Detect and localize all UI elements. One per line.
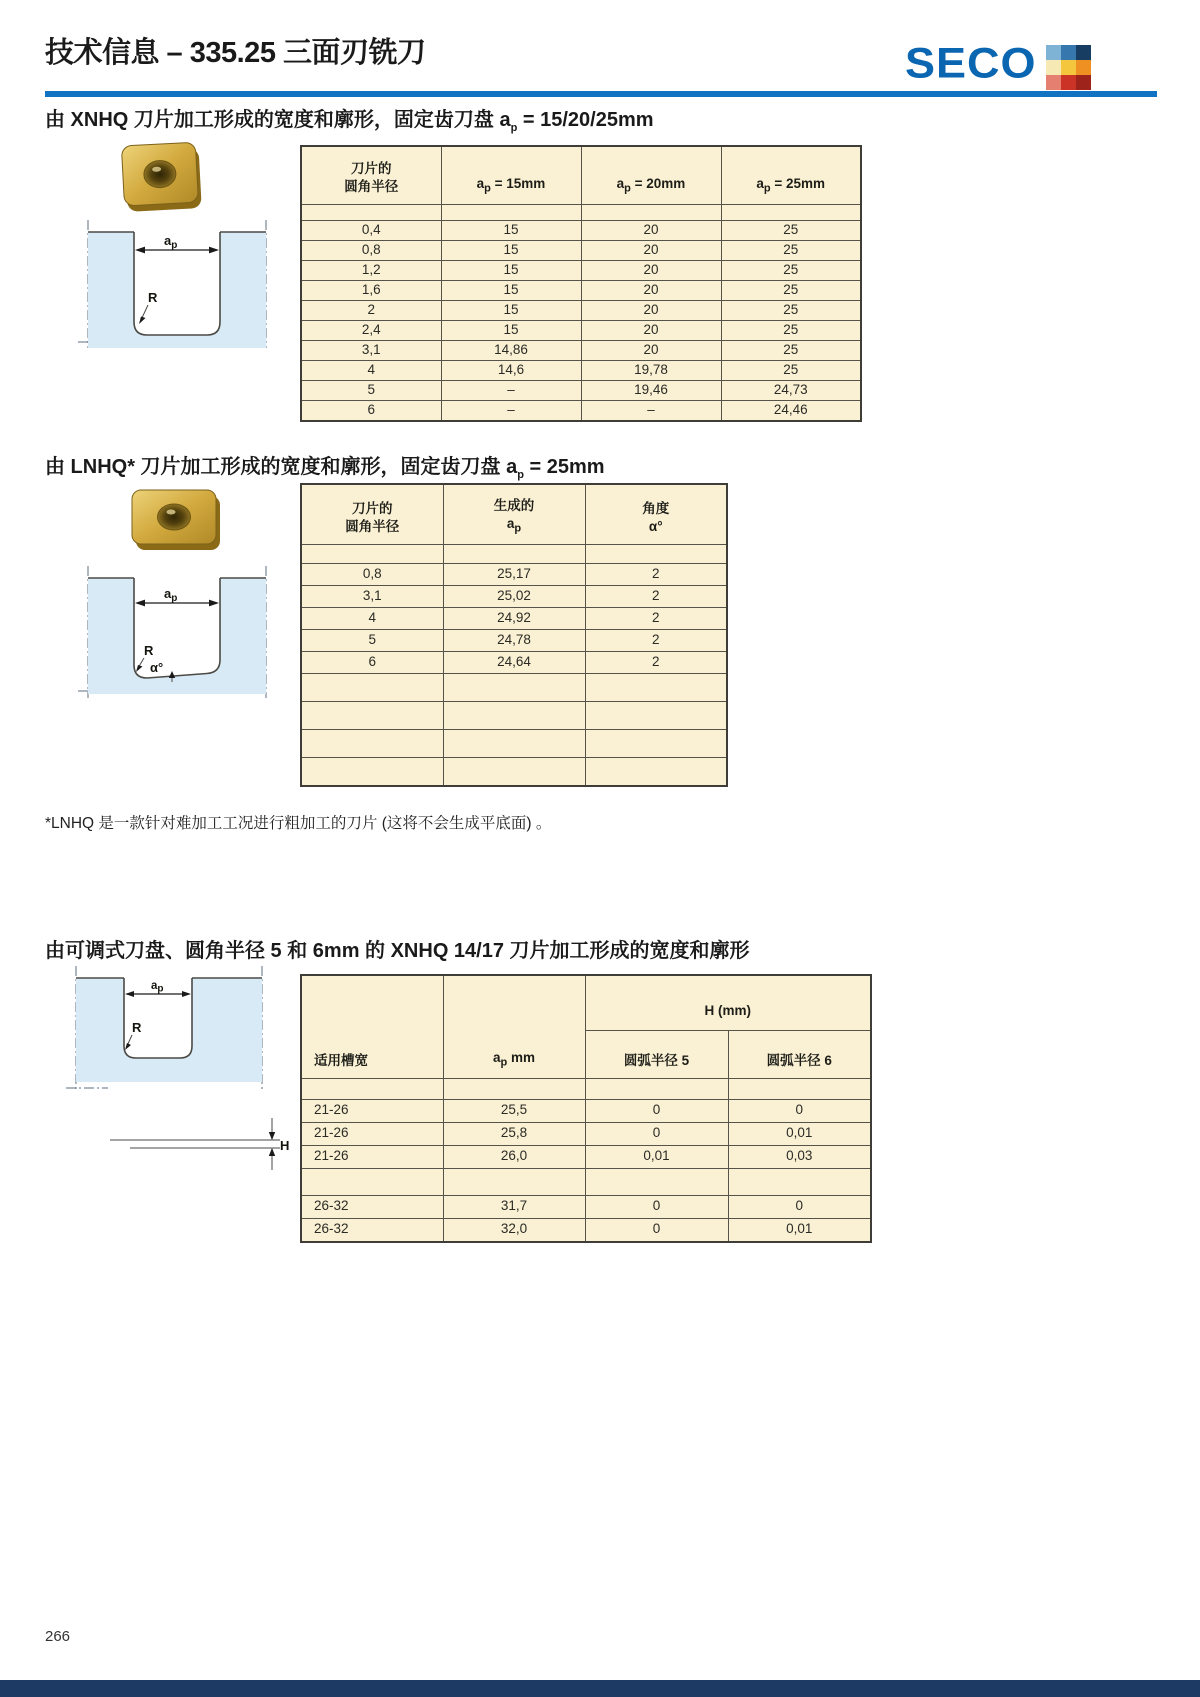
table-cell: 26-32 — [301, 1218, 443, 1242]
table-cell: 0,03 — [728, 1145, 871, 1168]
table-cell: 19,46 — [581, 380, 721, 400]
table-row — [301, 240, 861, 260]
table-cell: – — [581, 400, 721, 421]
svg-text:α°: α° — [150, 660, 164, 675]
svg-text:ap: $a_p$ — [164, 233, 178, 251]
table-row — [301, 629, 727, 651]
table-row — [301, 400, 861, 421]
col-header-corner-radius: 刀片的 圆角半径 — [301, 484, 443, 544]
h-dimension — [110, 1118, 289, 1170]
table-cell: 25 — [721, 300, 861, 320]
table-cell: 3,1 — [301, 585, 443, 607]
table-cell: 0 — [585, 1195, 728, 1218]
table-cell: 6 — [301, 400, 441, 421]
svg-text:ap: $a_p$ — [164, 586, 178, 604]
col-header-generated-ap: 生成的 $a_p$ — [443, 484, 585, 544]
empty-row — [301, 701, 727, 729]
groove-profile-diagram-adjustable — [66, 960, 296, 1180]
empty-rows — [301, 673, 727, 786]
page-title-text: 技术信息 – 335.25 三面刃铣刀 — [45, 37, 426, 69]
table-cell: 0 — [728, 1195, 871, 1218]
section3-title: 由可调式刀盘、圆角半径 5 和 6mm 的 XNHQ 14/17 刀片加工形成的宽度和廓形 — [45, 940, 750, 962]
table-cell: 15 — [441, 240, 581, 260]
groove-profile-diagram-xnhq — [78, 212, 278, 360]
table-cell: 24,46 — [721, 400, 861, 421]
svg-text:R: R — [144, 643, 154, 658]
r-label — [125, 1020, 142, 1050]
table-cell: 25 — [721, 340, 861, 360]
table-row — [301, 1195, 871, 1218]
svg-text:H: H — [280, 1138, 290, 1153]
table-cell: 6 — [301, 651, 443, 673]
table-cell: 25 — [721, 280, 861, 300]
table-row — [301, 1145, 871, 1168]
table-cell: 0 — [585, 1099, 728, 1122]
table-row — [301, 1218, 871, 1242]
table-cell: 26,0 — [443, 1145, 585, 1168]
table-header-row — [301, 484, 727, 544]
table-cell: 20 — [581, 300, 721, 320]
table-cell: 25 — [721, 320, 861, 340]
xnhq-insert-body — [121, 142, 201, 212]
table-cell: 20 — [581, 320, 721, 340]
table-cell: 2,4 — [301, 320, 441, 340]
table-cell: 15 — [441, 280, 581, 300]
logo-square — [1076, 45, 1091, 60]
table-row — [301, 1122, 871, 1145]
col-header-h-mm: H (mm) — [585, 975, 871, 1030]
spacer-row — [301, 204, 861, 220]
table-cell: 0,01 — [585, 1145, 728, 1168]
svg-text:R: R — [148, 290, 158, 305]
table-cell: 24,64 — [443, 651, 585, 673]
table-cell: 0,01 — [728, 1218, 871, 1242]
lnhq-insert-image — [120, 482, 230, 562]
table-cell: 15 — [441, 260, 581, 280]
table-cell: 0 — [585, 1218, 728, 1242]
svg-text:ap: ap — [151, 980, 164, 995]
footer-bar — [0, 1680, 1200, 1697]
section1-title — [45, 103, 654, 134]
table-cell: 20 — [581, 280, 721, 300]
spacer-row — [301, 1078, 871, 1099]
empty-row — [301, 757, 727, 786]
table-cell: 24,92 — [443, 607, 585, 629]
section1-title-prefix: 由 XNHQ 刀片加工形成的宽度和廓形，固定齿刀盘 — [45, 109, 500, 131]
col-header-ap25: $a_p = 25mm$ — [721, 146, 861, 204]
table-header-row — [301, 975, 871, 1030]
ap-subscript: p — [510, 122, 518, 134]
table-cell: 15 — [441, 220, 581, 240]
table-cell: 32,0 — [443, 1218, 585, 1242]
table-cell: 21-26 — [301, 1145, 443, 1168]
table-row — [301, 360, 861, 380]
page-number: 266 — [45, 1628, 71, 1645]
section2-title-suffix: = 25mm — [523, 456, 605, 478]
table-cell: 25,02 — [443, 585, 585, 607]
table-cell: 15 — [441, 300, 581, 320]
table-row — [301, 260, 861, 280]
table-cell: – — [441, 380, 581, 400]
table-cell: 2 — [585, 585, 727, 607]
table-cell: 20 — [581, 340, 721, 360]
spacer-row — [301, 544, 727, 563]
seco-logo-grid — [1046, 45, 1091, 90]
logo-square — [1061, 60, 1076, 75]
col-header-radius6: 圆弧半径 6 — [728, 1030, 871, 1078]
table-cell: 0,8 — [301, 563, 443, 585]
table-cell: 20 — [581, 240, 721, 260]
logo-square — [1061, 45, 1076, 60]
table-cell: 1,6 — [301, 280, 441, 300]
table-cell: 26-32 — [301, 1195, 443, 1218]
table-cell: 2 — [301, 300, 441, 320]
logo-square — [1076, 75, 1091, 90]
insert-hole — [158, 504, 191, 530]
xnhq-insert-image — [112, 134, 212, 218]
table-row — [301, 651, 727, 673]
table-cell: 19,78 — [581, 360, 721, 380]
table-cell: 20 — [581, 220, 721, 240]
table-cell: 24,78 — [443, 629, 585, 651]
table-cell: 31,7 — [443, 1195, 585, 1218]
logo-square — [1046, 45, 1061, 60]
seco-logo — [905, 38, 1091, 90]
logo-square — [1061, 75, 1076, 90]
ap-subscript: p — [517, 469, 524, 481]
table-cell: 2 — [585, 651, 727, 673]
table-cell: 0,4 — [301, 220, 441, 240]
seco-logo-text: SECO — [905, 38, 1037, 87]
table-row — [301, 607, 727, 629]
table-cell: 25 — [721, 360, 861, 380]
section2-title — [45, 450, 605, 481]
logo-square — [1076, 60, 1091, 75]
table-cell: – — [441, 400, 581, 421]
table-cell: 4 — [301, 360, 441, 380]
r-label — [139, 290, 158, 324]
table-body — [301, 563, 727, 673]
logo-square — [1046, 75, 1061, 90]
empty-row — [301, 673, 727, 701]
ap-symbol: a — [499, 109, 511, 131]
table-cell: 15 — [441, 320, 581, 340]
table-row — [301, 563, 727, 585]
table-row — [301, 300, 861, 320]
table-cell: 21-26 — [301, 1122, 443, 1145]
col-header-ap15: $a_p = 15mm$ — [441, 146, 581, 204]
logo-square — [1046, 60, 1061, 75]
table-row — [301, 280, 861, 300]
section2-title-prefix: 由 LNHQ* 刀片加工形成的宽度和廓形，固定齿刀盘 — [45, 456, 507, 478]
table-cell: 14,86 — [441, 340, 581, 360]
table-cell: 25,17 — [443, 563, 585, 585]
table-body-21-26 — [301, 1099, 871, 1168]
table-cell: 2 — [585, 607, 727, 629]
col-header-ap-mm: $a_p$ mm — [443, 975, 585, 1078]
table-row — [301, 320, 861, 340]
table-cell: 25 — [721, 240, 861, 260]
ap-dimension — [135, 233, 219, 253]
empty-row — [301, 729, 727, 757]
table-cell: 25 — [721, 220, 861, 240]
table-cell: 21-26 — [301, 1099, 443, 1122]
table-cell: 25 — [721, 260, 861, 280]
table-cell: 2 — [585, 563, 727, 585]
table-body-26-32 — [301, 1195, 871, 1242]
page-title — [45, 30, 426, 71]
table-cell: 0 — [728, 1099, 871, 1122]
table-row — [301, 585, 727, 607]
table-row — [301, 220, 861, 240]
table-cell: 5 — [301, 629, 443, 651]
ap-dimension — [125, 980, 191, 997]
ap-dimension — [135, 586, 219, 606]
table-row — [301, 380, 861, 400]
table-cell: 2 — [585, 629, 727, 651]
table-cell: 14,6 — [441, 360, 581, 380]
header-rule — [45, 91, 1157, 97]
xnhq-width-profile-table — [300, 145, 862, 422]
table-cell: 20 — [581, 260, 721, 280]
table-cell: 0,8 — [301, 240, 441, 260]
table-body — [301, 220, 861, 421]
table-cell: 25,5 — [443, 1099, 585, 1122]
adjustable-cutter-table — [300, 974, 872, 1243]
svg-text:R: R — [132, 1020, 142, 1035]
table-cell: 4 — [301, 607, 443, 629]
table-row — [301, 1099, 871, 1122]
ap-symbol: a — [506, 456, 518, 478]
table-cell: 3,1 — [301, 340, 441, 360]
section1-title-suffix: = 15/20/25mm — [517, 109, 654, 131]
lnhq-footnote: *LNHQ 是一款针对难加工工况进行粗加工的刀片 (这将不会生成平底面) 。 — [45, 814, 552, 832]
table-row — [301, 340, 861, 360]
table-header-row — [301, 146, 861, 204]
table-cell: 25,8 — [443, 1122, 585, 1145]
col-header-ap20: $a_p = 20mm$ — [581, 146, 721, 204]
table-cell: 0,01 — [728, 1122, 871, 1145]
col-header-slot-width: 适用槽宽 — [301, 975, 443, 1078]
table-cell: 5 — [301, 380, 441, 400]
lnhq-width-profile-table — [300, 483, 728, 787]
spacer-row — [301, 1168, 871, 1195]
table-cell: 1,2 — [301, 260, 441, 280]
col-header-angle: 角度 α° — [585, 484, 727, 544]
table-cell: 0 — [585, 1122, 728, 1145]
col-header-corner-radius: 刀片的 圆角半径 — [301, 146, 441, 204]
table-cell: 24,73 — [721, 380, 861, 400]
groove-profile-diagram-lnhq — [78, 558, 278, 708]
lnhq-insert-body — [132, 490, 220, 550]
col-header-radius5: 圆弧半径 5 — [585, 1030, 728, 1078]
